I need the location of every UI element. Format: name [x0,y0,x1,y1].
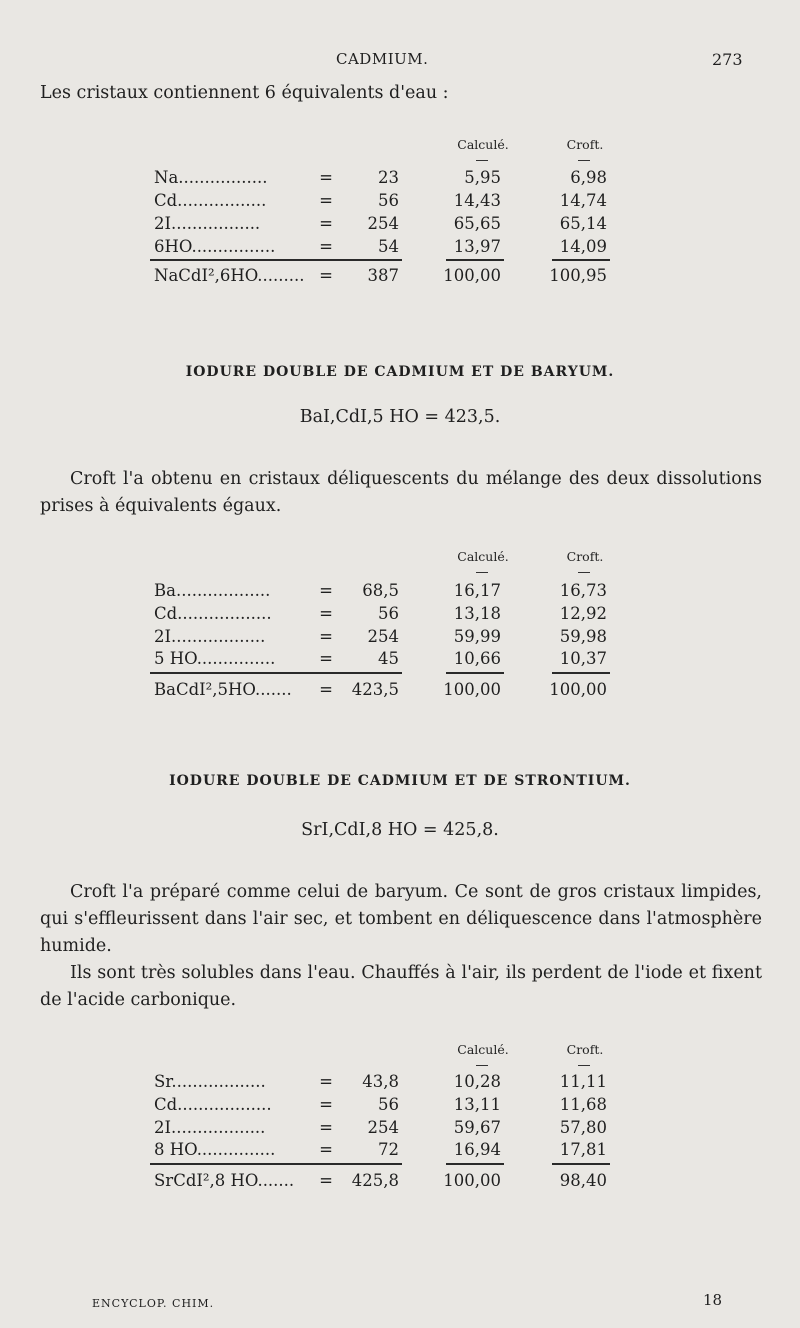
equals-sign: = [319,1118,333,1137]
column-header-calcule: Calculé. [457,549,509,564]
sum-rule [150,1163,402,1165]
table-row [0,191,800,213]
row-value: 254 [367,627,399,646]
equals-sign: = [319,1095,333,1114]
column-header-croft: Croft. [566,137,604,152]
croft-value: 10,37 [559,649,607,668]
equals-sign: = [319,604,333,623]
column-dash [476,1065,488,1066]
calcule-value: 59,99 [453,627,501,646]
total-label: SrCdI²,8 HO....... [154,1171,295,1190]
calcule-total: 100,00 [443,1171,501,1190]
total-label: BaCdI²,5HO....... [154,680,292,699]
table-total-row [0,266,800,288]
croft-value: 57,80 [559,1118,607,1137]
table-total-row [0,1171,800,1193]
column-header-calcule: Calculé. [457,1042,509,1057]
row-value: 54 [378,237,399,256]
table-row [0,214,800,236]
sum-rule [552,259,610,261]
column-header-croft: Croft. [566,1042,604,1057]
equals-sign: = [319,214,333,233]
column-header-calcule: Calculé. [457,137,509,152]
row-label: 2I.................. [154,1118,266,1137]
equals-sign: = [319,168,333,187]
row-value: 56 [378,1095,399,1114]
section-heading-strontium: IODURE DOUBLE DE CADMIUM ET DE STRONTIUM. [169,773,631,789]
row-value: 23 [378,168,399,187]
column-header-croft: Croft. [566,549,604,564]
formula-baryum: BaI,CdI,5 HO = 423,5. [299,407,501,427]
calcule-value: 10,28 [453,1072,501,1091]
row-value: 45 [378,649,399,668]
row-value: 43,8 [362,1072,399,1091]
croft-value: 16,73 [559,581,607,600]
total-label: NaCdI²,6HO......... [154,266,305,285]
page-number: 273 [712,50,743,69]
sum-rule [552,1163,610,1165]
calcule-value: 13,11 [453,1095,501,1114]
row-value: 68,5 [362,581,399,600]
croft-total: 100,95 [549,266,607,285]
equals-sign: = [319,1171,333,1190]
table-row [0,649,800,671]
croft-value: 14,74 [559,191,607,210]
calcule-value: 5,95 [464,168,501,187]
calcule-value: 16,94 [453,1140,501,1159]
croft-value: 6,98 [570,168,607,187]
calcule-total: 100,00 [443,680,501,699]
row-label: Cd.................. [154,604,272,623]
total-value: 387 [367,266,399,285]
croft-value: 14,09 [559,237,607,256]
table-row [0,1072,800,1094]
calcule-value: 59,67 [453,1118,501,1137]
row-label: Ba.................. [154,581,271,600]
row-label: Cd................. [154,191,267,210]
croft-total: 98,40 [559,1171,607,1190]
croft-value: 12,92 [559,604,607,623]
footer-sheet-number: 18 [703,1291,723,1309]
sum-rule [446,259,504,261]
equals-sign: = [319,627,333,646]
calcule-value: 13,18 [453,604,501,623]
equals-sign: = [319,237,333,256]
sum-rule [552,672,610,674]
running-header-title: CADMIUM. [336,50,429,68]
croft-value: 11,11 [559,1072,607,1091]
footer-signature: ENCYCLOP. CHIM. [92,1297,215,1310]
column-dash [578,572,590,573]
row-label: 8 HO............... [154,1140,276,1159]
sum-rule [446,1163,504,1165]
column-dash [476,572,488,573]
sum-rule [446,672,504,674]
calcule-value: 16,17 [453,581,501,600]
sum-rule [150,259,402,261]
column-dash [578,160,590,161]
calcule-value: 13,97 [453,237,501,256]
calcule-total: 100,00 [443,266,501,285]
table-row [0,168,800,190]
column-dash [578,1065,590,1066]
croft-value: 65,14 [559,214,607,233]
intro-paragraph: Les cristaux contiennent 6 équivalents d'eau : [40,83,449,103]
section-heading-baryum: IODURE DOUBLE DE CADMIUM ET DE BARYUM. [185,364,615,380]
row-label: Na................. [154,168,268,187]
table-row [0,1118,800,1140]
row-label: Sr.................. [154,1072,266,1091]
equals-sign: = [319,1072,333,1091]
row-value: 72 [378,1140,399,1159]
croft-value: 17,81 [559,1140,607,1159]
equals-sign: = [319,1140,333,1159]
equals-sign: = [319,191,333,210]
calcule-value: 65,65 [453,214,501,233]
row-value: 254 [367,1118,399,1137]
row-value: 56 [378,604,399,623]
table-row [0,581,800,603]
equals-sign: = [319,266,333,285]
croft-value: 11,68 [559,1095,607,1114]
row-value: 254 [367,214,399,233]
equals-sign: = [319,680,333,699]
table-row [0,1140,800,1162]
total-value: 425,8 [351,1171,399,1190]
row-label: 2I.................. [154,627,266,646]
equals-sign: = [319,649,333,668]
table-row [0,1095,800,1117]
total-value: 423,5 [351,680,399,699]
row-label: Cd.................. [154,1095,272,1114]
calcule-value: 10,66 [453,649,501,668]
calcule-value: 14,43 [453,191,501,210]
paragraph-strontium-1: Croft l'a préparé comme celui de baryum. Ce sont de gros cristaux limpides, qui s'effleurissent dans l'air sec, et tombent en déliquescence dans l'atmosphère humide. [40,882,762,956]
table-total-row [0,680,800,702]
row-label: 6HO................ [154,237,276,256]
croft-total: 100,00 [549,680,607,699]
table-row [0,604,800,626]
formula-strontium: SrI,CdI,8 HO = 425,8. [301,820,499,840]
sum-rule [150,672,402,674]
row-label: 5 HO............... [154,649,276,668]
paragraph-strontium-2: Ils sont très solubles dans l'eau. Chauffés à l'air, ils perdent de l'iode et fixent de l'acide carbonique. [40,963,762,1010]
paragraph-baryum: Croft l'a obtenu en cristaux déliquescents du mélange des deux dissolutions prises à équivalents égaux. [40,469,762,516]
column-dash [476,160,488,161]
table-row [0,627,800,649]
croft-value: 59,98 [559,627,607,646]
table-row [0,237,800,259]
row-label: 2I................. [154,214,261,233]
row-value: 56 [378,191,399,210]
equals-sign: = [319,581,333,600]
